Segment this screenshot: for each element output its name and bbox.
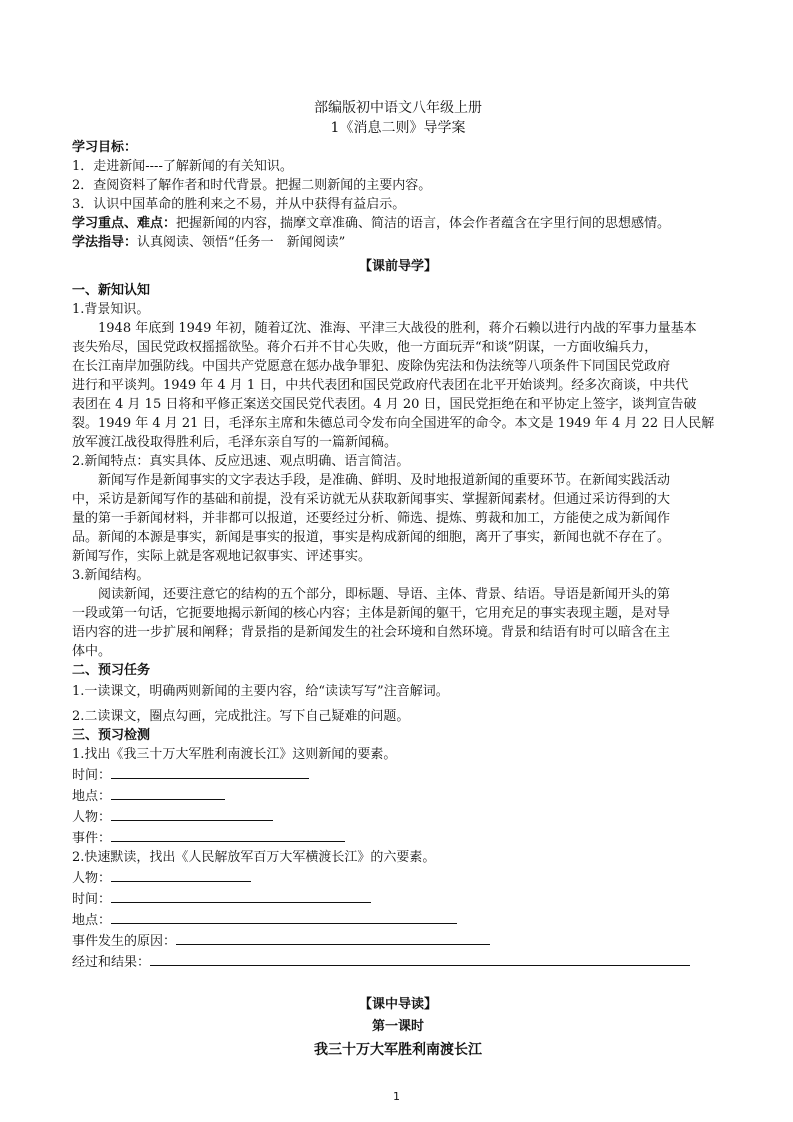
structure-title: 3.新闻结构。 — [72, 568, 150, 583]
document-body — [72, 98, 724, 1062]
method-text: 认真阅读、领悟“任务一 新闻阅读” — [137, 235, 346, 250]
field-people-2: 人物： — [72, 867, 724, 888]
pre-guide-heading: 【课前导学】 — [358, 259, 437, 274]
paragraph-line: 品。新闻的本源是事实，新闻是事实的报道，事实是构成新闻的细胞，离开了事实，新闻也就不存在了。 — [72, 530, 671, 545]
answer-blank[interactable] — [111, 909, 457, 924]
goal-item: 1．走进新闻----了解新闻的有关知识。 — [72, 159, 293, 174]
focus-line — [72, 214, 724, 233]
section-3-title: 三、预习检测 — [72, 728, 151, 743]
question-2: 2.快速默读，找出《人民解放军百万大军横渡长江》的六要素。 — [72, 850, 436, 865]
answer-blank[interactable] — [176, 930, 490, 945]
answer-blank[interactable] — [111, 867, 251, 882]
paragraph-line: 新闻写作是新闻事实的文字表达手段，是准确、鲜明、及时地报道新闻的重要环节。在新闻实践活动 — [98, 473, 671, 488]
goal-item: 2．查阅资料了解作者和时代背景。把握二则新闻的主要内容。 — [72, 178, 432, 193]
answer-blank[interactable] — [111, 806, 273, 821]
method-label: 学法指导： — [72, 235, 138, 250]
paragraph-line: 放军渡江战役取得胜利后，毛泽东亲自写的一篇新闻稿。 — [72, 435, 398, 450]
paragraph-line: 阅读新闻，还要注意它的结构的五个部分，即标题、导语、主体、背景、结语。导语是新闻开头的第 — [98, 587, 671, 602]
field-time-2: 时间： — [72, 888, 724, 909]
field-time: 时间： — [72, 764, 724, 785]
paragraph-line: 体中。 — [72, 644, 112, 659]
task-item: 2.二读课文，圈点勾画，完成批注。写下自己疑难的问题。 — [72, 709, 410, 724]
background-title: 1.背景知识。 — [72, 302, 150, 317]
focus-text: 把握新闻的内容，揣摩文章准确、简洁的语言，体会作者蕴含在字里行间的思想感情。 — [176, 216, 671, 231]
answer-blank[interactable] — [111, 764, 309, 779]
field-event: 事件： — [72, 827, 724, 848]
paragraph-line: 语内容的进一步扩展和阐释；背景指的是新闻发生的社会环境和自然环境。背景和结语有时可以暗含在主 — [72, 625, 671, 640]
paragraph-line: 一段或第一句话，它扼要地揭示新闻的核心内容；主体是新闻的躯干，它用充足的事实表现主题，是对导 — [72, 606, 671, 621]
field-cause: 事件发生的原因： — [72, 930, 724, 951]
answer-blank[interactable] — [111, 827, 345, 842]
answer-blank[interactable] — [111, 888, 371, 903]
paragraph-line: 在长江南岸加强防线。中国共产党愿意在惩办战争罪犯、废除伪宪法和伪法统等八项条件下同国民党政府 — [72, 359, 671, 374]
paragraph-line: 1948 年底到 1949 年初，随着辽沈、淮海、平津三大战役的胜利，蒋介石赖以进行内战的军事力量基本 — [98, 321, 697, 336]
field-people: 人物： — [72, 806, 724, 827]
paragraph-line: 新闻写作，实际上就是客观地记叙事实、评述事实。 — [72, 549, 372, 564]
paragraph-line: 表团在 4 月 15 日将和平修正案送交国民党代表团。4 月 20 日，国民党拒绝在和平协定上签字，谈判宣告破 — [72, 397, 697, 412]
section-2-title: 二、预习任务 — [72, 663, 151, 678]
answer-blank[interactable] — [150, 951, 690, 966]
paragraph-line: 进行和平谈判。1949 年 4 月 1 日，中共代表团和国民党政府代表团在北平开始谈判。经多次商谈，中共代 — [72, 378, 689, 393]
method-line — [72, 233, 724, 252]
field-place-2: 地点： — [72, 909, 724, 930]
paragraph-line: 丧失殆尽，国民党政权摇摇欲坠。蒋介石并不甘心失败，他一方面玩弄“和谈”阴谋，一方面收编兵力， — [72, 340, 658, 355]
section-1-title: 一、新知认知 — [72, 283, 151, 298]
page-number: 1 — [393, 1090, 400, 1103]
document-title: 部编版初中语文八年级上册 — [314, 100, 482, 116]
document-subtitle: 1《消息二则》导学案 — [330, 120, 466, 136]
answer-blank[interactable] — [111, 785, 225, 800]
lesson-label: 第一课时 — [371, 1019, 424, 1034]
in-class-heading: 【课中导读】 — [358, 997, 437, 1012]
features-title: 2.新闻特点：真实具体、反应迅速、观点明确、语言简洁。 — [72, 454, 410, 469]
paragraph-line: 裂。1949 年 4 月 21 日，毛泽东主席和朱德总司令发布向全国进军的命令。本文是 1949 年 4 月 22 日人民解 — [72, 416, 715, 431]
paragraph-line: 中，采访是新闻写作的基础和前提，没有采访就无从获取新闻事实、掌握新闻素材。但通过采访得到的大 — [72, 492, 671, 507]
task-item: 1.一读课文，明确两则新闻的主要内容，给“读读写写”注音解词。 — [72, 684, 449, 699]
goals-label: 学习目标： — [72, 140, 138, 155]
article-title: 我三十万大军胜利南渡长江 — [314, 1042, 482, 1058]
goal-item: 3．认识中国革命的胜利来之不易，并从中获得有益启示。 — [72, 197, 406, 212]
question-1: 1.找出《我三十万大军胜利南渡长江》这则新闻的要素。 — [72, 747, 397, 762]
field-process: 经过和结果： — [72, 951, 724, 972]
paragraph-line: 量的第一手新闻材料，并非都可以报道，还要经过分析、筛选、提炼、剪裁和加工，方能使之成为新闻作 — [72, 511, 671, 526]
field-place: 地点： — [72, 785, 724, 806]
focus-label: 学习重点、难点： — [72, 216, 177, 231]
